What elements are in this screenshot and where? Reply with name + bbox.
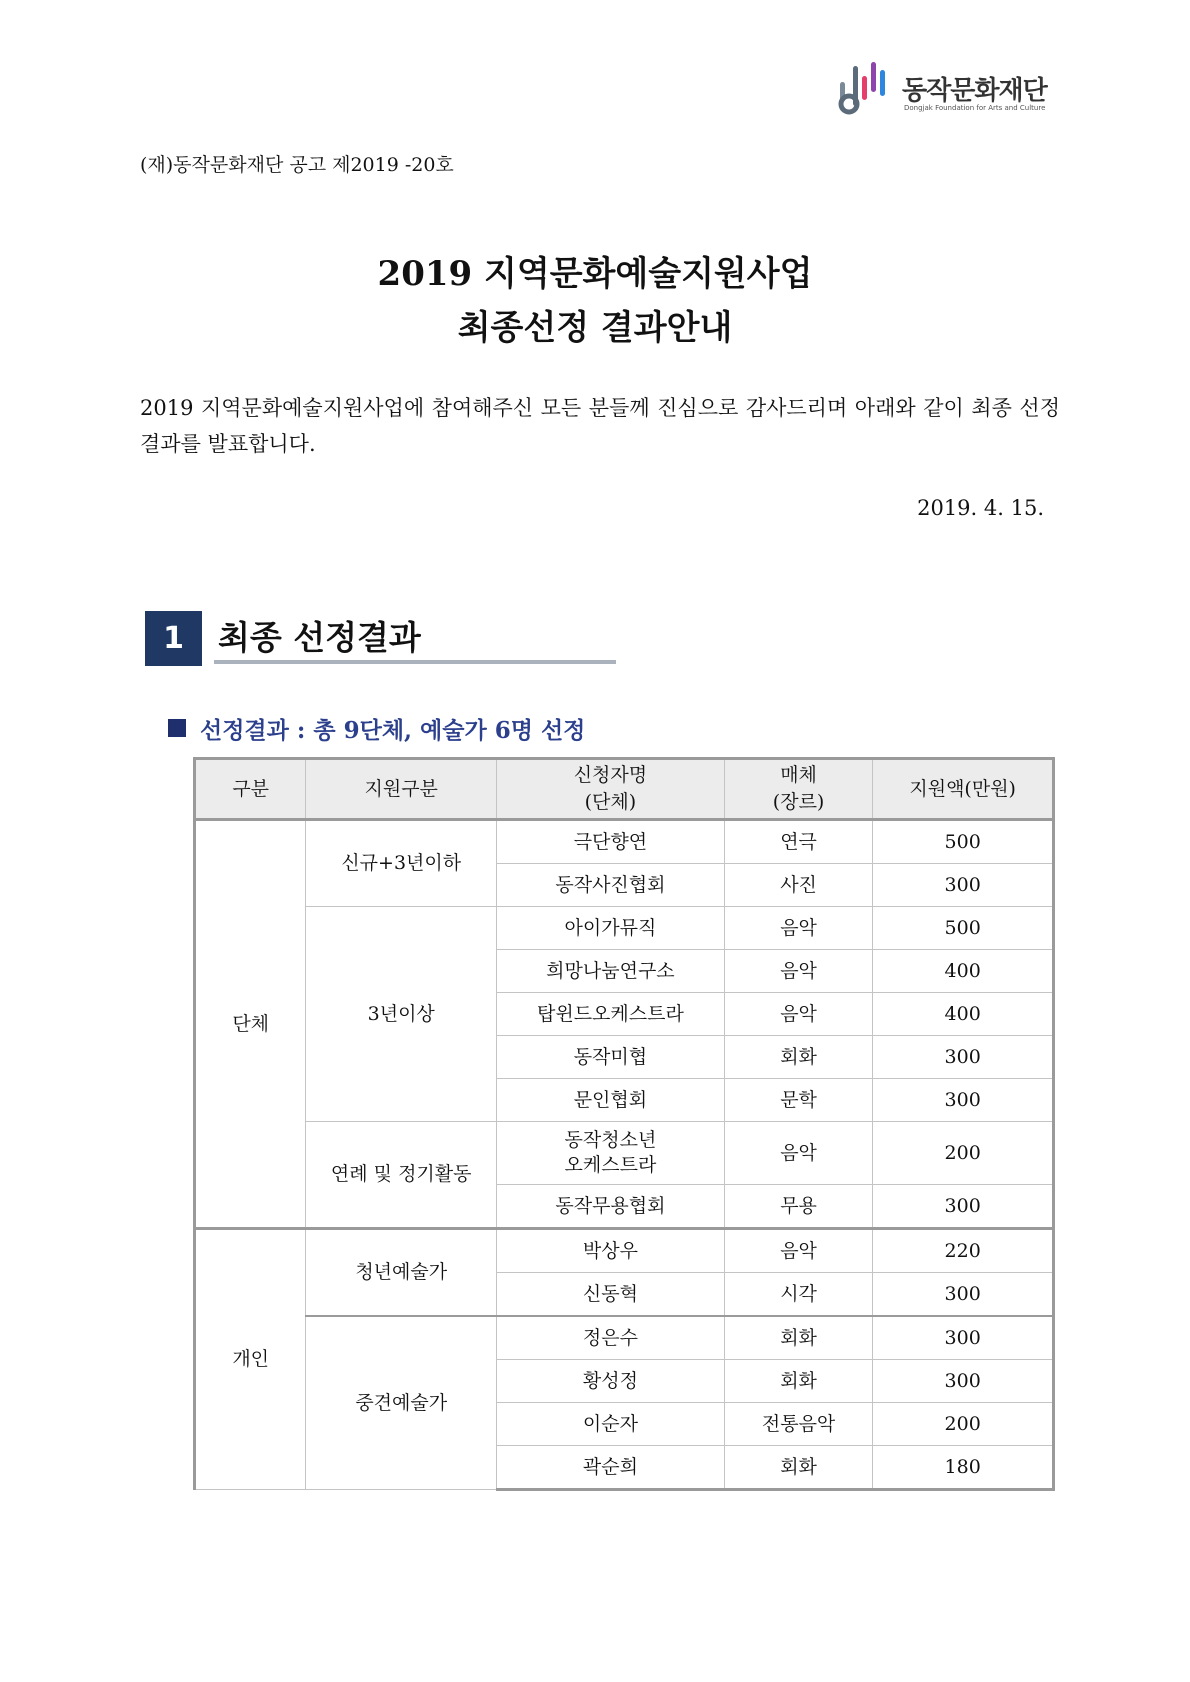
genre: 무용 bbox=[724, 1185, 873, 1229]
genre: 사진 bbox=[724, 864, 873, 907]
foundation-logo bbox=[836, 60, 1046, 120]
amount: 500 bbox=[873, 820, 1054, 864]
header-medium bbox=[724, 759, 873, 820]
genre: 회화 bbox=[724, 1446, 873, 1490]
applicant-name: 박상우 bbox=[497, 1229, 725, 1273]
applicant-name-line1: 동작청소년 bbox=[564, 1129, 657, 1151]
applicant-name: 탑윈드오케스트라 bbox=[497, 993, 725, 1036]
subgroup-new: 신규+3년이하 bbox=[306, 820, 497, 907]
applicant-name-line2: 오케스트라 bbox=[564, 1154, 657, 1176]
sub-heading bbox=[168, 712, 585, 745]
table-row bbox=[195, 1122, 1054, 1185]
applicant-name: 희망나눔연구소 bbox=[497, 950, 725, 993]
document-title: 2019 지역문화예술지원사업 bbox=[377, 254, 813, 294]
subgroup-over3: 3년이상 bbox=[306, 907, 497, 1122]
group-org: 단체 bbox=[195, 820, 306, 1229]
genre: 회화 bbox=[724, 1316, 873, 1360]
genre: 음악 bbox=[724, 1122, 873, 1185]
notice-date: 2019. 4. 15. bbox=[917, 496, 1044, 520]
amount: 400 bbox=[873, 993, 1054, 1036]
header-applicant-line2: (단체) bbox=[584, 791, 637, 813]
genre: 연극 bbox=[724, 820, 873, 864]
applicant-name: 이순자 bbox=[497, 1403, 725, 1446]
amount: 300 bbox=[873, 1079, 1054, 1122]
table-header-row bbox=[195, 759, 1054, 820]
amount: 200 bbox=[873, 1403, 1054, 1446]
genre: 회화 bbox=[724, 1036, 873, 1079]
applicant-name: 곽순희 bbox=[497, 1446, 725, 1490]
genre: 시각 bbox=[724, 1273, 873, 1317]
genre: 문학 bbox=[724, 1079, 873, 1122]
applicant-name: 신동혁 bbox=[497, 1273, 725, 1317]
group-indiv: 개인 bbox=[195, 1229, 306, 1490]
applicant-name: 아이가뮤직 bbox=[497, 907, 725, 950]
header-applicant bbox=[497, 759, 725, 820]
header-applicant-line1: 신청자명 bbox=[573, 764, 648, 786]
sub-heading-text: 선정결과 : 총 9단체, 예술가 6명 선정 bbox=[200, 717, 586, 744]
applicant-name: 동작사진협회 bbox=[497, 864, 725, 907]
genre: 음악 bbox=[724, 907, 873, 950]
genre: 음악 bbox=[724, 1229, 873, 1273]
amount: 500 bbox=[873, 907, 1054, 950]
section-number-badge: 1 bbox=[145, 611, 202, 666]
subgroup-annual: 연례 및 정기활동 bbox=[306, 1122, 497, 1229]
subgroup-mid: 중견예술가 bbox=[306, 1316, 497, 1490]
logo-mark-icon bbox=[836, 60, 898, 116]
amount: 180 bbox=[873, 1446, 1054, 1490]
applicant-name: 동작무용협회 bbox=[497, 1185, 725, 1229]
subgroup-young: 청년예술가 bbox=[306, 1229, 497, 1317]
genre: 음악 bbox=[724, 950, 873, 993]
amount: 300 bbox=[873, 1273, 1054, 1317]
document-subtitle: 최종선정 결과안내 bbox=[457, 308, 733, 348]
applicant-name: 극단향연 bbox=[497, 820, 725, 864]
amount: 300 bbox=[873, 1185, 1054, 1229]
results-table bbox=[193, 757, 1055, 1491]
amount: 300 bbox=[873, 1360, 1054, 1403]
applicant-name: 황성정 bbox=[497, 1360, 725, 1403]
section-underline bbox=[214, 660, 616, 664]
intro-paragraph: 2019 지역문화예술지원사업에 참여해주신 모든 분들께 진심으로 감사드리며 아래와 같이 최종 선정 결과를 발표합니다. bbox=[140, 396, 1060, 456]
applicant-name bbox=[497, 1122, 725, 1185]
applicant-name: 정은수 bbox=[497, 1316, 725, 1360]
header-amount: 지원액(만원) bbox=[873, 759, 1054, 820]
notice-number: (재)동작문화재단 공고 제2019 -20호 bbox=[140, 154, 454, 176]
amount: 300 bbox=[873, 1316, 1054, 1360]
header-medium-line1: 매체 bbox=[780, 764, 817, 786]
amount: 220 bbox=[873, 1229, 1054, 1273]
genre: 회화 bbox=[724, 1360, 873, 1403]
square-bullet-icon bbox=[168, 719, 186, 737]
header-medium-line2: (장르) bbox=[772, 791, 825, 813]
table-row bbox=[195, 1229, 1054, 1273]
applicant-name: 문인협회 bbox=[497, 1079, 725, 1122]
amount: 400 bbox=[873, 950, 1054, 993]
genre: 음악 bbox=[724, 993, 873, 1036]
amount: 300 bbox=[873, 864, 1054, 907]
table-row bbox=[195, 820, 1054, 864]
header-support-type: 지원구분 bbox=[306, 759, 497, 820]
applicant-name: 동작미협 bbox=[497, 1036, 725, 1079]
table-row bbox=[195, 907, 1054, 950]
header-category: 구분 bbox=[195, 759, 306, 820]
genre: 전통음악 bbox=[724, 1403, 873, 1446]
amount: 300 bbox=[873, 1036, 1054, 1079]
amount: 200 bbox=[873, 1122, 1054, 1185]
table-row bbox=[195, 1316, 1054, 1360]
logo-name: 동작문화재단 bbox=[902, 76, 1047, 106]
logo-subtitle: Dongjak Foundation for Arts and Culture bbox=[904, 104, 1046, 112]
section-title: 최종 선정결과 bbox=[218, 618, 421, 657]
